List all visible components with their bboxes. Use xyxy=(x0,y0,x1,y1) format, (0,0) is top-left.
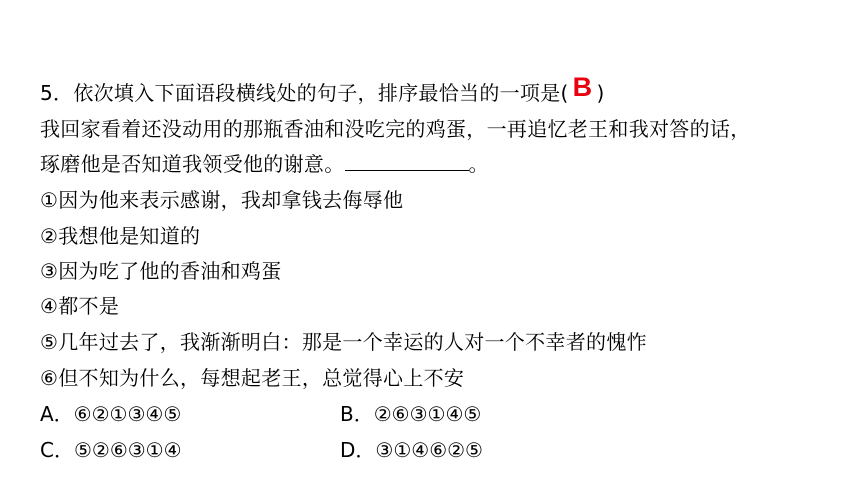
sentence-6: ⑥但不知为什么，每想起老王，总觉得心上不安 xyxy=(40,366,465,390)
passage-line-1: 我回家看着还没动用的那瓶香油和没吃完的鸡蛋，一再追忆老王和我对答的话， xyxy=(40,117,751,141)
answer-mark: B xyxy=(572,72,593,102)
sentence-2: ②我想他是知道的 xyxy=(40,224,201,248)
stem-prefix: 5．依次填入下面语段横线处的句子，排序最恰当的一项是( xyxy=(40,81,569,105)
question-stem xyxy=(40,72,605,106)
sentence-3: ③因为吃了他的香油和鸡蛋 xyxy=(40,259,282,283)
passage-line-2-text: 琢磨他是否知道我领受他的谢意。 xyxy=(40,152,345,176)
passage-line-2-end: 。 xyxy=(468,152,489,176)
option-b: B．②⑥③①④⑤ xyxy=(340,402,482,426)
sentence-5: ⑤几年过去了，我渐渐明白：那是一个幸运的人对一个不幸者的愧怍 xyxy=(40,330,647,354)
stem-suffix: ) xyxy=(596,81,605,105)
option-d: D．③①④⑥②⑤ xyxy=(340,438,483,462)
passage-line-2 xyxy=(40,151,489,177)
option-a: A．⑥②①③④⑤ xyxy=(40,402,182,426)
option-c: C．⑤②⑥③①④ xyxy=(40,438,182,462)
sentence-1: ①因为他来表示感谢，我却拿钱去侮辱他 xyxy=(40,188,404,212)
sentence-4: ④都不是 xyxy=(40,294,120,318)
fill-blank xyxy=(345,152,469,171)
